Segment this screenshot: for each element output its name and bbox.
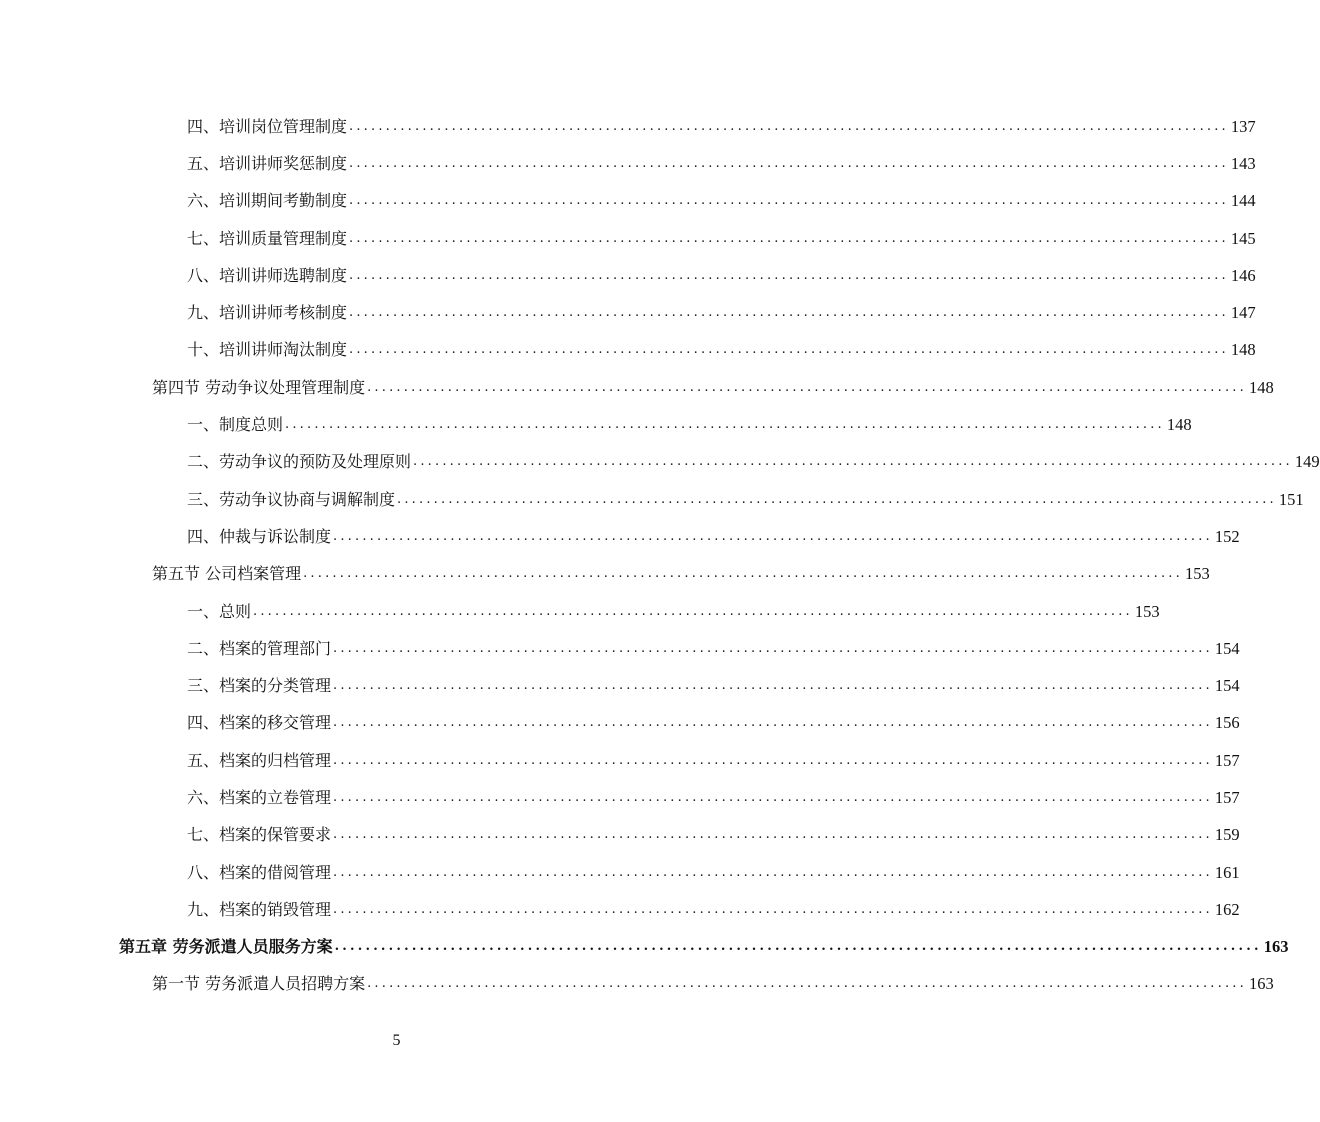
- dot-leader: ........................................................................................................................: [333, 901, 1213, 917]
- dot-leader: ........................................................................................................................: [333, 752, 1213, 768]
- toc-entry-title: 八、档案的借阅管理: [187, 862, 332, 882]
- toc-entry[interactable]: [0, 406, 1192, 443]
- dot-leader: ........................................................................................................................: [333, 864, 1213, 880]
- toc-entry-page: 163: [1263, 937, 1289, 957]
- toc-entry-title: 二、劳动争议的预防及处理原则: [187, 452, 412, 472]
- dot-leader: ........................................................................................................................: [333, 789, 1213, 805]
- toc-entry-title: 三、档案的分类管理: [187, 676, 332, 696]
- dot-leader: ........................................................................................................................: [333, 528, 1213, 544]
- toc-entry-page: 162: [1214, 899, 1240, 919]
- toc-entry-page: 143: [1230, 153, 1256, 173]
- toc-entry-title: 四、仲裁与诉讼制度: [187, 526, 332, 546]
- toc-entry[interactable]: [0, 929, 1289, 966]
- toc-entry-title: 四、培训岗位管理制度: [187, 116, 348, 136]
- dot-leader: ........................................................................................................................: [349, 305, 1229, 321]
- toc-entry[interactable]: [0, 481, 1304, 518]
- toc-entry-page: 146: [1230, 265, 1256, 285]
- dot-leader: ........................................................................................................................: [349, 342, 1229, 358]
- toc-entry-page: 156: [1214, 713, 1240, 733]
- toc-entry-title: 一、制度总则: [187, 415, 284, 435]
- toc-entry-title: 五、档案的归档管理: [187, 750, 332, 770]
- toc-entry[interactable]: [0, 220, 1256, 257]
- dot-leader: ........................................................................................................................: [397, 491, 1277, 507]
- toc-entry-title: 四、档案的移交管理: [187, 713, 332, 733]
- toc-entry[interactable]: [0, 332, 1256, 369]
- toc-entry[interactable]: [0, 518, 1240, 555]
- dot-leader: ........................................................................................................................: [333, 715, 1213, 731]
- toc-entry[interactable]: [0, 556, 1210, 593]
- toc-entry-title: 三、劳动争议协商与调解制度: [187, 489, 396, 509]
- toc-entry-title: 九、档案的销毁管理: [187, 899, 332, 919]
- toc-entry-page: 148: [1166, 415, 1192, 435]
- toc-entry-page: 154: [1214, 638, 1240, 658]
- toc-entry-title: 十、培训讲师淘汰制度: [187, 340, 348, 360]
- toc-entry-title: 七、档案的保管要求: [187, 825, 332, 845]
- toc-entry-title: 六、培训期间考勤制度: [187, 191, 348, 211]
- toc-entry-page: 147: [1230, 303, 1256, 323]
- dot-leader: ........................................................................................................................: [367, 379, 1247, 395]
- dot-leader: ........................................................................................................................: [349, 193, 1229, 209]
- dot-leader: ........................................................................................................................: [333, 640, 1213, 656]
- toc-entry[interactable]: [0, 854, 1240, 891]
- toc-entry[interactable]: [0, 183, 1256, 220]
- toc-entry[interactable]: [0, 705, 1240, 742]
- toc-entry-page: 145: [1230, 228, 1256, 248]
- toc-entry-page: 159: [1214, 825, 1240, 845]
- dot-leader: ........................................................................................................................: [367, 976, 1247, 992]
- toc-entry-title: 二、档案的管理部门: [187, 638, 332, 658]
- toc-entry-page: 157: [1214, 787, 1240, 807]
- toc-entry[interactable]: [0, 145, 1256, 182]
- dot-leader: ........................................................................................................................: [333, 678, 1213, 694]
- toc-entry[interactable]: [0, 369, 1274, 406]
- toc-entry-title: 九、培训讲师考核制度: [187, 303, 348, 323]
- toc-entry-page: 137: [1230, 116, 1256, 136]
- toc-entry[interactable]: [0, 593, 1160, 630]
- toc-entry-title: 第四节 劳动争议处理管理制度: [152, 377, 366, 397]
- table-of-contents: [0, 108, 1320, 1003]
- toc-entry-page: 148: [1230, 340, 1256, 360]
- toc-entry-title: 七、培训质量管理制度: [187, 228, 348, 248]
- toc-entry[interactable]: [0, 667, 1240, 704]
- dot-leader: ........................................................................................................................: [349, 230, 1229, 246]
- toc-entry-title: 六、档案的立卷管理: [187, 787, 332, 807]
- toc-entry-page: 144: [1230, 191, 1256, 211]
- toc-entry[interactable]: [0, 630, 1240, 667]
- toc-entry-title: 五、培训讲师奖惩制度: [187, 153, 348, 173]
- toc-entry-page: 151: [1278, 489, 1304, 509]
- toc-entry[interactable]: [0, 294, 1256, 331]
- dot-leader: ........................................................................................................................: [285, 417, 1165, 433]
- toc-entry[interactable]: [0, 444, 1320, 481]
- toc-entry[interactable]: [0, 257, 1256, 294]
- toc-entry[interactable]: [0, 817, 1240, 854]
- dot-leader: ........................................................................................................................: [349, 155, 1229, 171]
- dot-leader: ........................................................................................................................: [413, 454, 1293, 470]
- toc-entry-title: 第一节 劳务派遣人员招聘方案: [152, 974, 366, 994]
- toc-entry-title: 一、总则: [187, 601, 252, 621]
- toc-entry-page: 148: [1248, 377, 1274, 397]
- dot-leader: ........................................................................................................................: [349, 118, 1229, 134]
- dot-leader: ........................................................................................................................: [334, 939, 1262, 955]
- toc-entry-page: 157: [1214, 750, 1240, 770]
- toc-entry-title: 第五章 劳务派遣人员服务方案: [119, 937, 333, 957]
- toc-entry[interactable]: [0, 891, 1240, 928]
- toc-entry-page: 152: [1214, 526, 1240, 546]
- toc-entry-page: 161: [1214, 862, 1240, 882]
- toc-entry-page: 149: [1294, 452, 1320, 472]
- toc-entry[interactable]: [0, 779, 1240, 816]
- toc-entry-title: 八、培训讲师选聘制度: [187, 265, 348, 285]
- toc-entry[interactable]: [0, 742, 1240, 779]
- dot-leader: ........................................................................................................................: [303, 566, 1183, 582]
- toc-entry[interactable]: [0, 966, 1274, 1003]
- toc-entry-page: 154: [1214, 676, 1240, 696]
- toc-entry[interactable]: [0, 108, 1256, 145]
- dot-leader: ........................................................................................................................: [333, 827, 1213, 843]
- dot-leader: ........................................................................................................................: [253, 603, 1133, 619]
- toc-entry-page: 163: [1248, 974, 1274, 994]
- toc-entry-title: 第五节 公司档案管理: [152, 564, 302, 584]
- dot-leader: ........................................................................................................................: [349, 267, 1229, 283]
- toc-entry-page: 153: [1134, 601, 1160, 621]
- toc-entry-page: 153: [1184, 564, 1210, 584]
- page-number: 5: [392, 1032, 401, 1049]
